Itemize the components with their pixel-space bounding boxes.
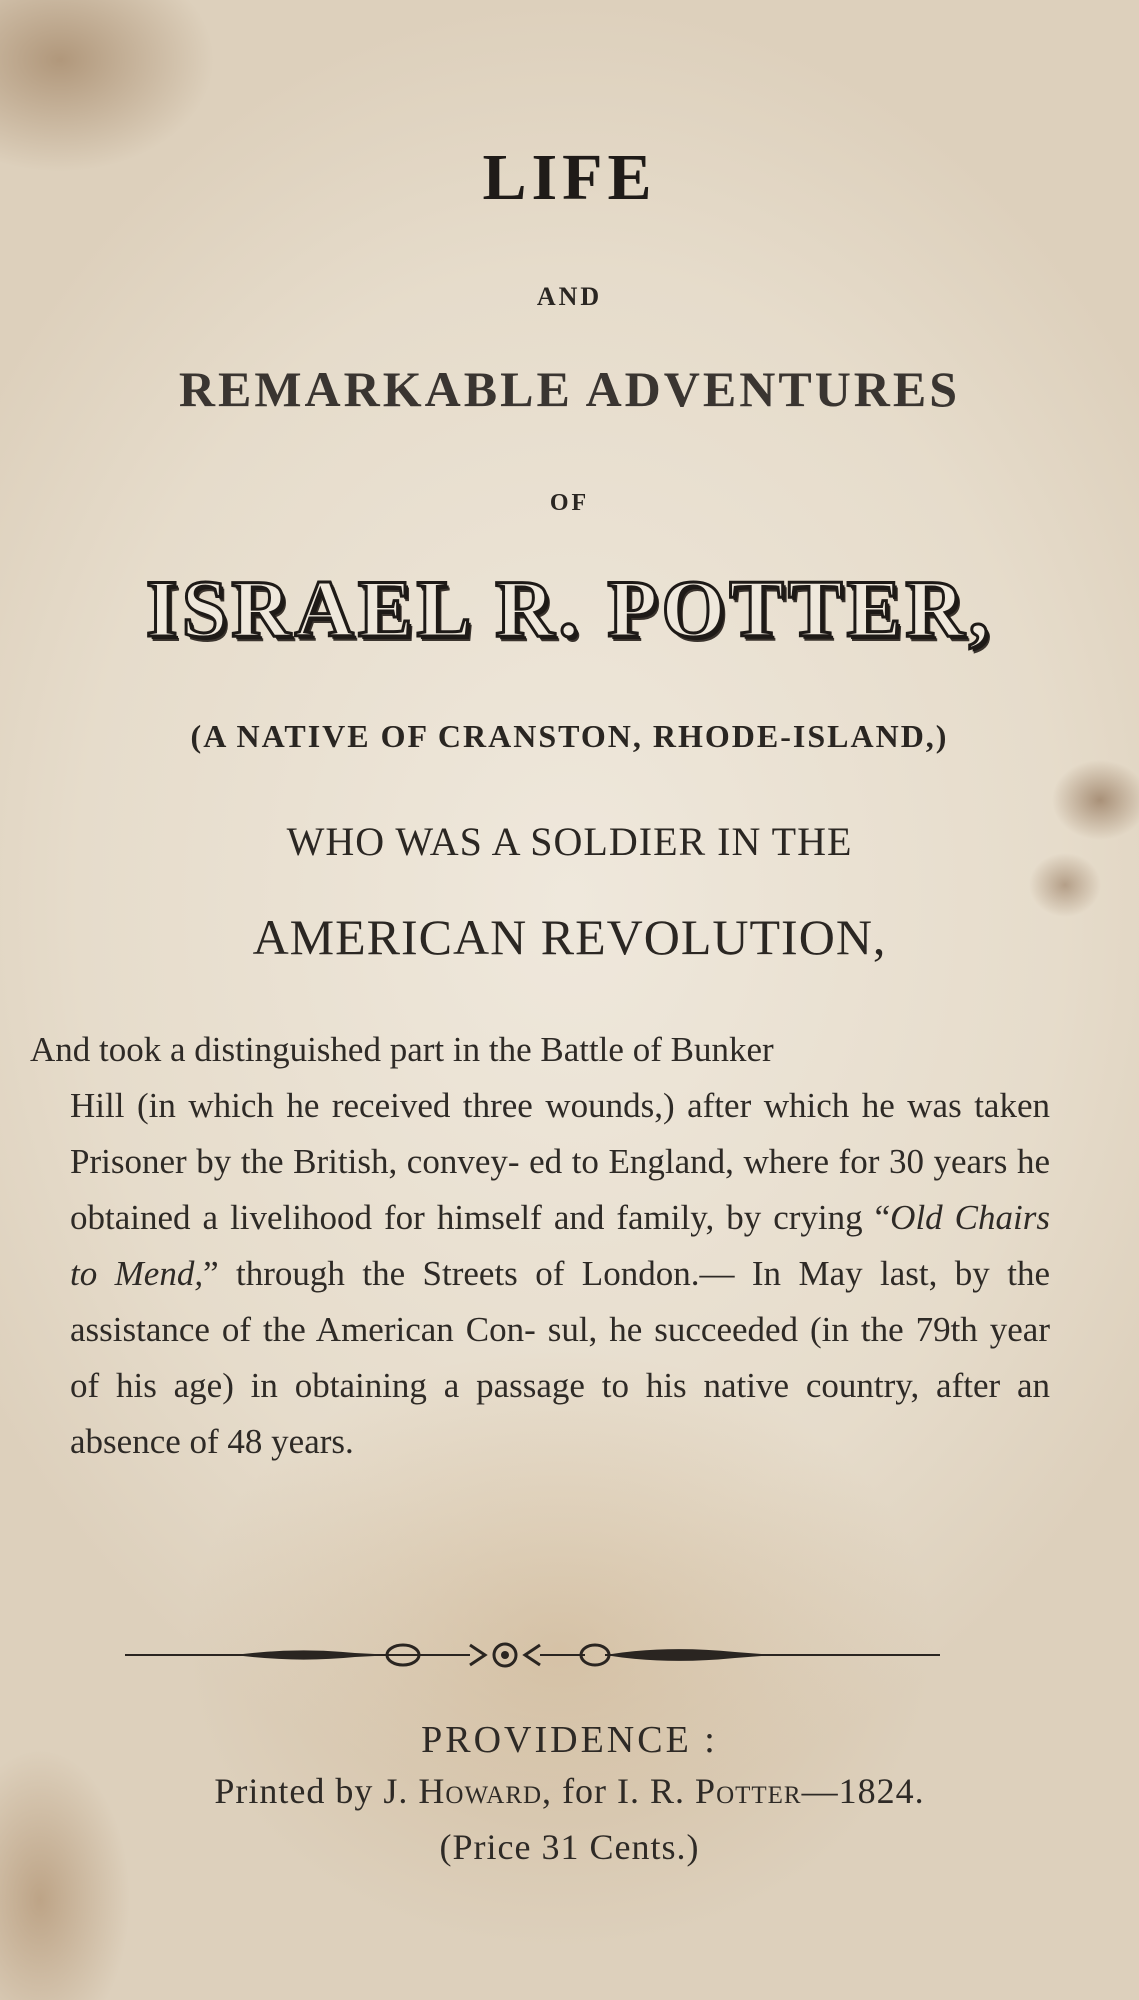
subtitle-revolution: AMERICAN REVOLUTION, xyxy=(252,909,887,965)
description-segment-1: Hill (in which he received three wounds,) after which he was taken Prisoner by the British, convey- ed to England, where for 30 years he obtained a livelihood for himself and family, by crying “ xyxy=(70,1086,1050,1237)
ornament-divider xyxy=(125,1630,945,1680)
imprint-publisher-name: Potter xyxy=(695,1771,802,1811)
description-first-line: And took a distinguished part in the Battle of Bunker xyxy=(30,1030,774,1069)
title-remarkable-adventures: REMARKABLE ADVENTURES xyxy=(178,361,961,417)
description-italic-quote: Old Chairs to Mend, xyxy=(70,1198,1050,1293)
description-paragraph xyxy=(30,1022,1050,1470)
imprint-printed-prefix: Printed by J. xyxy=(214,1771,409,1811)
title-and: AND xyxy=(536,282,603,311)
description-segment-2: ” through the Streets of London.— In May last, by the assistance of the American Con- sul, he succeeded (in the 79th year of his age) in obtaining a passage to his native country, after an absence of 48 years. xyxy=(70,1254,1050,1461)
imprint-place: PROVIDENCE : xyxy=(421,1719,718,1761)
title-life: LIFE xyxy=(482,141,657,214)
subtitle-native: (A NATIVE OF CRANSTON, RHODE-ISLAND,) xyxy=(190,718,949,754)
title-name: ISRAEL R. POTTER, xyxy=(145,563,994,654)
description-rest xyxy=(30,1078,1050,1470)
imprint-printed-mid: for I. R. xyxy=(562,1771,686,1811)
subtitle-soldier: WHO WAS A SOLDIER IN THE xyxy=(286,819,853,864)
imprint-printer-name: Howard, xyxy=(418,1771,553,1811)
imprint-printer-line xyxy=(0,1770,1139,1812)
imprint-price: (Price 31 Cents.) xyxy=(439,1827,700,1867)
imprint-year: —1824. xyxy=(801,1771,925,1811)
title-of: OF xyxy=(549,490,590,516)
